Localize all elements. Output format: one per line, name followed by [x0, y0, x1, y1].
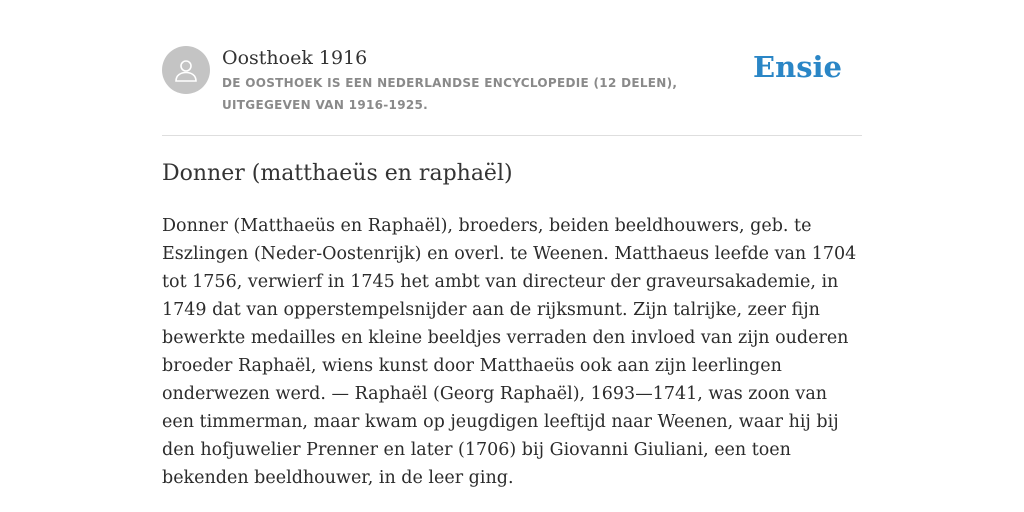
- source-info: [222, 46, 762, 116]
- entry-title: Donner (matthaeüs en raphaël): [162, 161, 513, 186]
- header-divider: [162, 135, 862, 136]
- avatar[interactable]: [162, 46, 210, 94]
- user-icon: [172, 56, 200, 84]
- brand-logo[interactable]: Ensie: [753, 50, 842, 84]
- source-description: DE OOSTHOEK IS EEN NEDERLANDSE ENCYCLOPEDIE (12 DELEN), UITGEGEVEN VAN 1916-1925.: [222, 76, 678, 112]
- source-title[interactable]: Oosthoek 1916: [222, 47, 368, 69]
- entry-body: Donner (Matthaeüs en Raphaël), broeders, beiden beeldhouwers, geb. te Eszlingen (Neder-Oostenrijk) en overl. te Weenen. Matthaeus leefde van 1704 tot 1756, verwierf in 1745 het ambt van directeur der graveursakademie, in 1749 dat van opperstempelsnijder aan de rijksmunt. Zijn talrijke, zeer fijn bewerkte medailles en kleine beeldjes verraden den invloed van zijn ouderen broeder Raphaël, wiens kunst door Matthaeüs ook aan zijn leerlingen onderwezen werd. — Raphaël (Georg Raphaël), 1693—1741, was zoon van een timmerman, maar kwam op jeugdigen leeftijd naar Weenen, waar hij bij den hofjuwelier Prenner en later (1706) bij Giovanni Giuliani, een toen bekenden beeldhouwer, in de leer ging.: [162, 216, 857, 488]
- page-header: [162, 46, 862, 136]
